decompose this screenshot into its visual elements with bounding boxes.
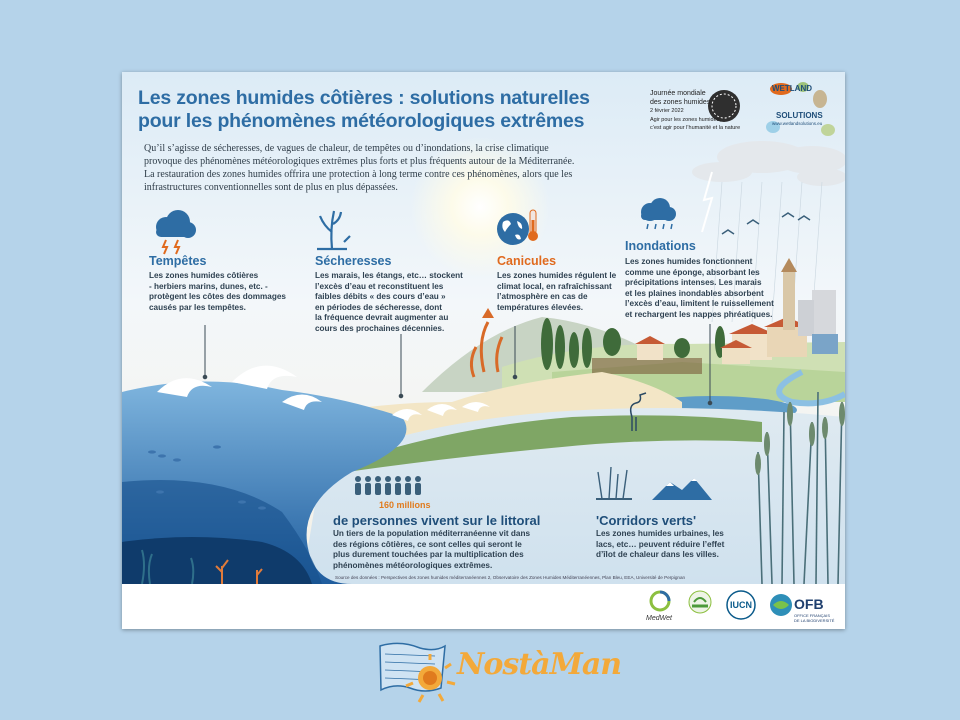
- text-line: phénomènes météorologiques extrêmes.: [333, 560, 493, 570]
- intro-line: Qu’il s’agisse de sécheresses, de vagues de chaleur, de tempêtes ou d’inondations, la crise climatique: [144, 143, 549, 154]
- poster-title-line1: Les zones humides côtières : solutions naturelles: [138, 87, 590, 109]
- littoral-heading: de personnes vivent sur le littoral: [333, 513, 541, 528]
- inondations-text: [625, 257, 774, 321]
- ofb-sub2: DE LA BIODIVERSITÉ: [794, 618, 835, 623]
- text-line: Les zones humides côtières: [149, 271, 259, 280]
- text-line: Les zones humides urbaines, les: [596, 529, 724, 538]
- text-line: Les zones humides fonctionnent: [625, 257, 753, 266]
- text-line: d’îlot de chaleur dans les villes.: [596, 550, 719, 560]
- infographic-poster: [122, 72, 845, 629]
- event-line: Journée mondiale: [650, 90, 706, 97]
- secheresses-text: [315, 271, 463, 335]
- canicules-text: [497, 271, 616, 313]
- iucn-label: IUCN: [730, 600, 752, 610]
- text-line: lacs, etc… peuvent réduire l’effet: [596, 539, 725, 549]
- wetland-logo-line1: WETLAND: [772, 84, 812, 93]
- event-line: c’est agir pour l’humanité et la nature: [650, 125, 741, 131]
- text-line: en périodes de sécheresse, dont: [315, 302, 442, 312]
- nostaman-sun-flag-logo: [375, 638, 465, 710]
- text-line: Un tiers de la population méditerranéenne vit dans: [333, 529, 530, 538]
- ofb-sub1: OFFICE FRANÇAIS: [794, 613, 831, 618]
- population-number: 160 millions: [379, 500, 431, 510]
- apartment-block: [812, 290, 836, 338]
- plowed-field: [592, 358, 702, 374]
- nostaman-brand-text: NostàMan: [457, 647, 622, 682]
- medwet-logo-icon: [651, 592, 669, 610]
- text-line: faibles débits « des cours d’eau »: [315, 292, 446, 302]
- observatory-logo-icon: [689, 591, 711, 613]
- text-line: cours des prochaines décennies.: [315, 323, 445, 333]
- text-line: climat local, en rafraîchissant: [497, 281, 612, 291]
- text-line: des régions côtières, ce sont celles qui seront le: [333, 539, 522, 549]
- text-line: l’excès d’eau et reconstituent les: [315, 281, 444, 291]
- text-line: la fréquence devrait augmenter au: [315, 313, 449, 323]
- corridors-text: [596, 529, 724, 561]
- secheresses-heading: Sécheresses: [315, 254, 392, 268]
- ofb-logo-icon: [770, 594, 792, 616]
- intro-line: La restauration des zones humides offrira une protection à long terme contre ces phénomènes, alors que les: [144, 169, 573, 180]
- text-line: températures élevées.: [497, 302, 584, 312]
- source-note: Source des données : Perspectives des zones humides méditerranéennes 2, Observatoire des Zones Humides Méditerranéennes, Plan Bleu, EEA, Université de Perpignan: [335, 575, 686, 580]
- medwet-label: MedWet: [646, 615, 672, 622]
- wetland-logo-url: www.wetlandsolutions.eu: [772, 121, 823, 126]
- event-line: des zones humides: [650, 98, 711, 106]
- littoral-text: [333, 529, 530, 571]
- canicules-heading: Canicules: [497, 254, 557, 268]
- text-line: l’atmosphère en cas de: [497, 292, 588, 302]
- poster-title-line2: pour les phénomènes météorologiques extrêmes: [138, 110, 585, 132]
- text-line: précipitations intenses. Les marais: [625, 278, 762, 288]
- text-line: causés par les tempêtes.: [149, 302, 246, 312]
- tempetes-heading: Tempêtes: [149, 254, 207, 268]
- ofb-label: OFB: [794, 596, 824, 612]
- event-text: [650, 90, 740, 133]
- text-line: Les marais, les étangs, etc… stockent: [315, 271, 463, 280]
- event-line: 2 février 2022: [650, 108, 684, 114]
- text-line: plus durement touchées par la multiplication des: [333, 550, 524, 560]
- text-line: et rechargent les nappes phréatiques.: [625, 309, 773, 319]
- text-line: Les zones humides régulent le: [497, 271, 617, 280]
- text-line: et les plaines inondables absorbent: [625, 288, 764, 298]
- bell-tower: [783, 272, 795, 330]
- corridors-heading: 'Corridors verts': [596, 513, 697, 528]
- text-line: - herbiers marins, dunes, etc. -: [149, 281, 268, 291]
- text-line: l’excès d’eau, limitent le ruissellement: [625, 299, 774, 309]
- text-line: protègent les côtes des dommages: [149, 292, 286, 302]
- intro-line: infrastructures conventionnelles sont de plus en plus dépassées.: [144, 182, 398, 193]
- tempetes-text: [149, 271, 286, 313]
- text-line: comme une éponge, absorbant les: [625, 267, 760, 277]
- intro-line: provoque des phénomènes météorologiques extrêmes plus forts et plus fréquents autour de la Méditerranée.: [144, 156, 575, 167]
- event-line: Agir pour les zones humides,: [650, 116, 721, 123]
- inondations-heading: Inondations: [625, 239, 696, 253]
- wetland-logo-line2: SOLUTIONS: [776, 111, 823, 120]
